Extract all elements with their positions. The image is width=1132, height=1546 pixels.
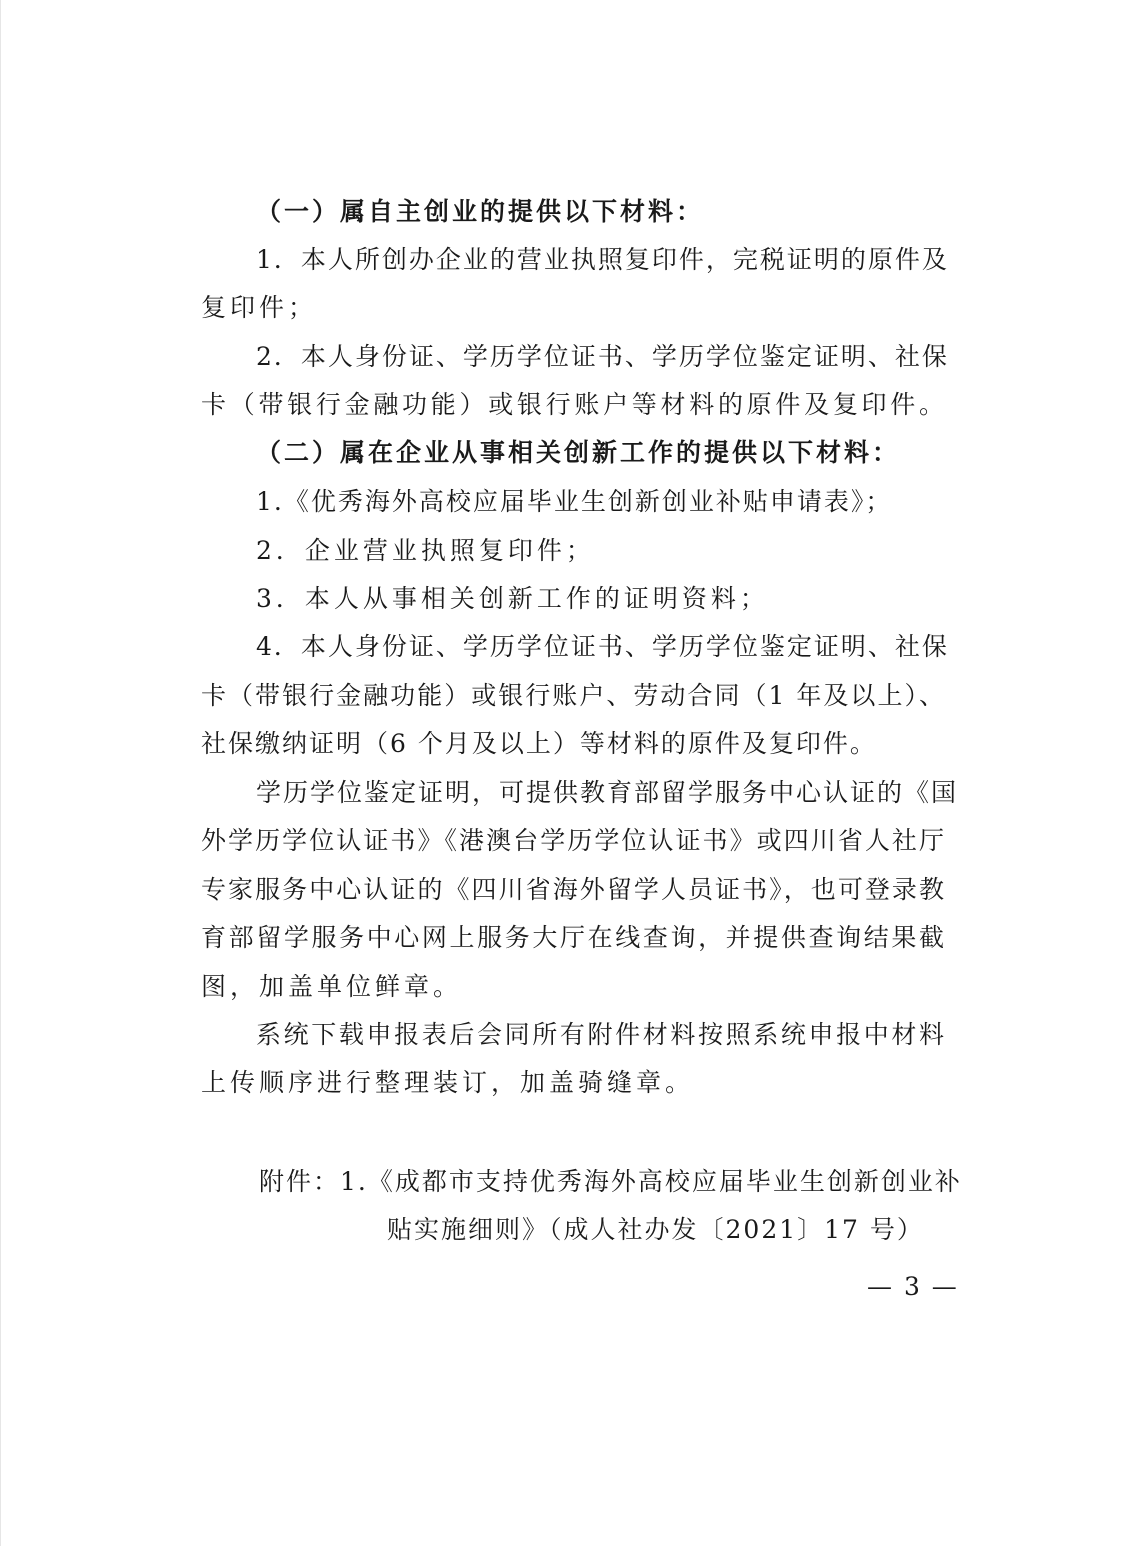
section2-item3: 3．本人从事相关创新工作的证明资料； [256, 584, 769, 613]
section2-item2: 2．企业营业执照复印件； [256, 536, 595, 565]
attachment-line1: 附件：1.《成都市支持优秀海外高校应届毕业生创新创业补 [259, 1167, 962, 1196]
section1-item1-line1: 1．本人所创办企业的营业执照复印件，完税证明的原件及 [256, 245, 949, 274]
attachment-line2: 贴实施细则》（成人社办发〔2021〕17 号） [387, 1215, 924, 1244]
section2-item1: 1.《优秀海外高校应届毕业生创新创业补贴申请表》； [256, 487, 893, 516]
note1-line1: 学历学位鉴定证明，可提供教育部留学服务中心认证的《国 [256, 778, 959, 807]
note1-line2: 外学历学位认证书》《港澳台学历学位认证书》或四川省人社厅 [201, 826, 946, 855]
note1-line4: 育部留学服务中心网上服务大厅在线查询，并提供查询结果截 [201, 923, 946, 952]
section2-heading: （二）属在企业从事相关创新工作的提供以下材料： [256, 438, 901, 467]
section1-item2-line2: 卡（带银行金融功能）或银行账户等材料的原件及复印件。 [201, 390, 946, 419]
note2-line2: 上传顺序进行整理装订，加盖骑缝章。 [201, 1068, 695, 1097]
page-number: — 3 — [867, 1272, 959, 1301]
section2-item4-line3: 社保缴纳证明（6 个月及以上）等材料的原件及复印件。 [201, 729, 877, 758]
section1-heading: （一）属自主创业的提供以下材料： [256, 197, 705, 226]
section2-item4-line1: 4．本人身份证、学历学位证书、学历学位鉴定证明、社保 [256, 632, 949, 661]
section1-item2-line1: 2．本人身份证、学历学位证书、学历学位鉴定证明、社保 [256, 342, 949, 371]
note1-line5: 图，加盖单位鲜章。 [201, 972, 463, 1001]
note2-line1: 系统下载申报表后会同所有附件材料按照系统申报中材料 [256, 1020, 946, 1049]
section1-item1-line2: 复印件； [201, 293, 318, 322]
note1-line3: 专家服务中心认证的《四川省海外留学人员证书》，也可登录教 [201, 875, 946, 904]
section2-item4-line2: 卡（带银行金融功能）或银行账户、劳动合同（1 年及以上）、 [201, 681, 946, 710]
